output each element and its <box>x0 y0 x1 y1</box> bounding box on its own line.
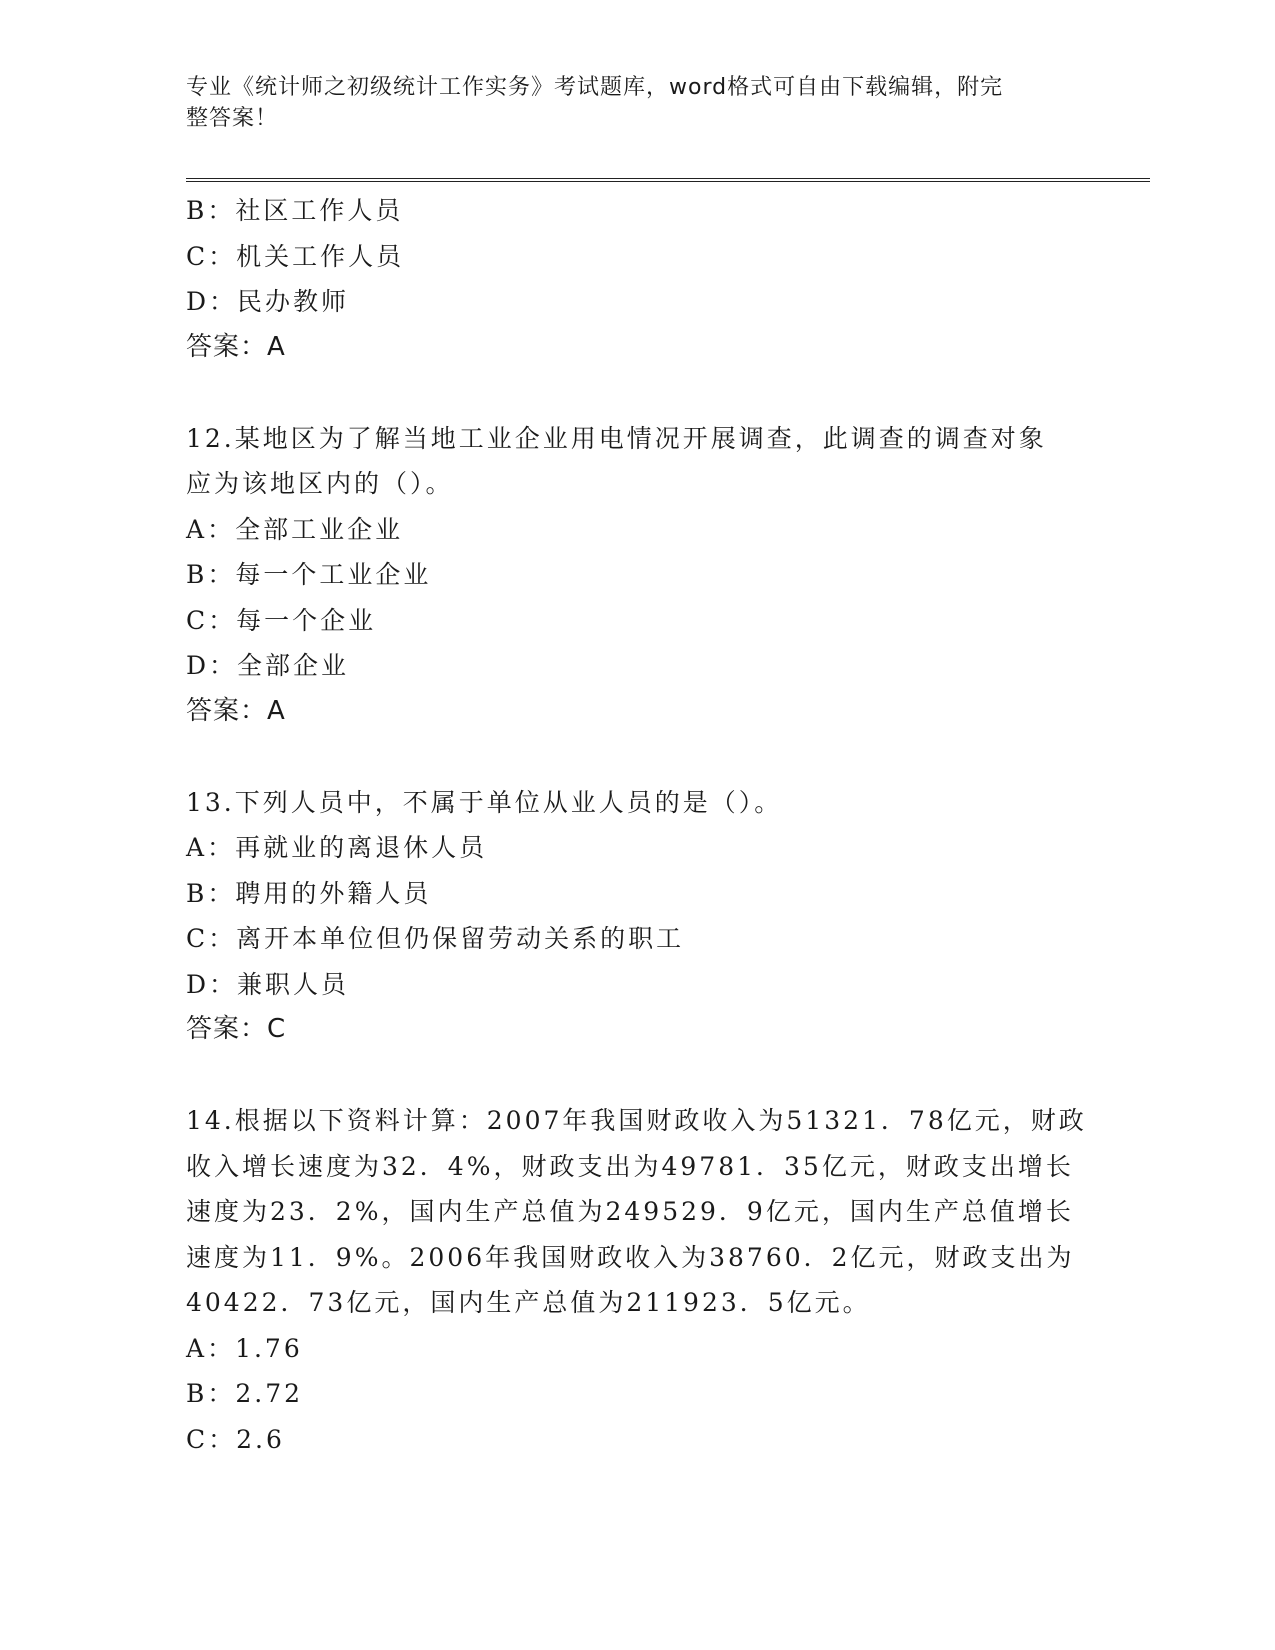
question-stem-line: 应为该地区内的（）。 <box>186 469 454 498</box>
question-stem-line: 速度为11．9%。2006年我国财政收入为38760．2亿元，财政支出为 <box>186 1242 1075 1272</box>
option-c: C：2.6 <box>186 1424 285 1454</box>
question-11-continued <box>186 188 1086 370</box>
option-b: B：2.72 <box>186 1379 304 1408</box>
option-a: A：全部工业企业 <box>186 514 404 544</box>
option-d: D：全部企业 <box>186 651 350 680</box>
question-14 <box>186 1098 1086 1462</box>
spacer <box>186 734 1086 780</box>
answer-line: 答案：C <box>186 1014 287 1044</box>
option-c: C：机关工作人员 <box>186 241 405 271</box>
option-b: B：每一个工业企业 <box>186 560 432 589</box>
option-a: A：1.76 <box>186 1333 303 1363</box>
option-b: B：聘用的外籍人员 <box>186 878 432 908</box>
question-13 <box>186 780 1086 1053</box>
spacer <box>186 1053 1086 1099</box>
header-line-2: 整答案！ <box>186 106 279 131</box>
spacer <box>186 370 1086 416</box>
option-a: A：再就业的离退休人员 <box>186 833 488 862</box>
header-line-1: 专业《统计师之初级统计工作实务》考试题库，word格式可自由下载编辑，附完 <box>186 75 1004 100</box>
option-c: C：离开本单位但仍保留劳动关系的职工 <box>186 924 685 953</box>
question-stem-line: 速度为23．2%，国内生产总值为249529．9亿元，国内生产总值增长 <box>186 1197 1074 1226</box>
question-list <box>186 188 1086 1462</box>
answer-line: 答案：A <box>186 331 286 362</box>
option-c: C：每一个企业 <box>186 605 377 635</box>
option-d: D：兼职人员 <box>186 969 350 999</box>
option-d: D：民办教师 <box>186 287 350 316</box>
answer-line: 答案：A <box>186 695 286 726</box>
question-stem-line: 14.根据以下资料计算：2007年我国财政收入为51321．78亿元，财政 <box>186 1106 1087 1135</box>
header-divider <box>186 178 1150 182</box>
document-header <box>186 72 1066 134</box>
question-stem-line: 收入增长速度为32．4%，财政支出为49781．35亿元，财政支出增长 <box>186 1151 1074 1181</box>
question-stem-line: 40422．73亿元，国内生产总值为211923．5亿元。 <box>186 1288 871 1317</box>
question-stem-line: 12.某地区为了解当地工业企业用电情况开展调查，此调查的调查对象 <box>186 423 1047 453</box>
question-12 <box>186 416 1086 735</box>
question-stem-line: 13.下列人员中，不属于单位从业人员的是（）。 <box>186 787 783 817</box>
option-b: B：社区工作人员 <box>186 196 404 225</box>
